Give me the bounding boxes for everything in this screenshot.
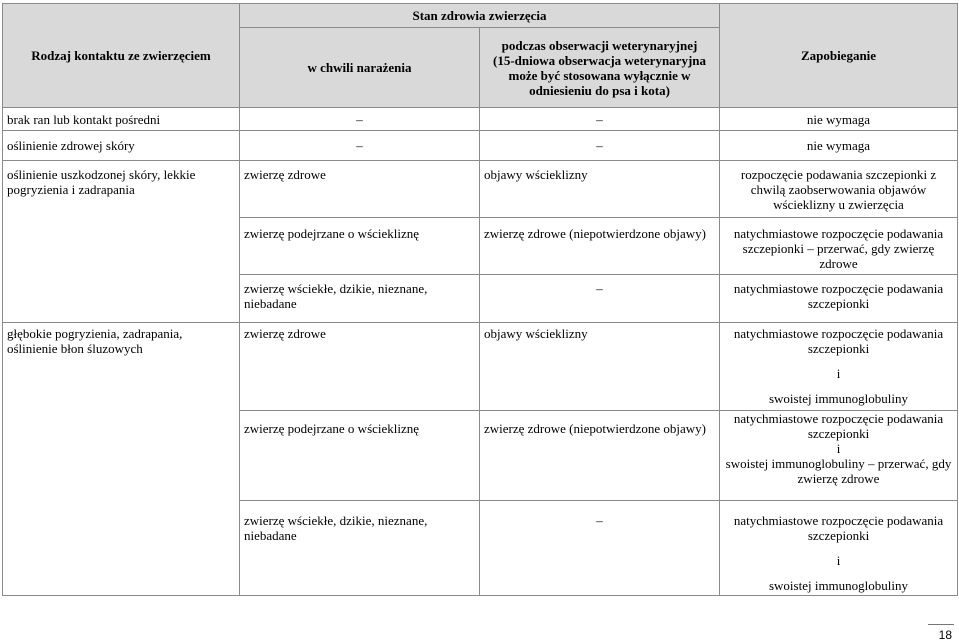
prevention-text: swoistej immunoglobuliny [768,391,909,406]
prevention-cell: natychmiastowe rozpoczęcie podawania szczepionki – przerwać, gdy zwierzę zdrowe [720,218,958,275]
prevention-text: natychmiastowe rozpoczęcie podawania szczepionki [733,513,944,543]
prevention-cell [720,411,958,501]
page-number: 18 [938,628,952,642]
header-during-observation [480,28,720,108]
prevention-cell: nie wymaga [720,108,958,131]
exposure-cell: zwierzę zdrowe [240,323,480,411]
prevention-text: natychmiastowe rozpoczęcie podawania szczepionki [733,411,944,441]
header-prevention: Zapobieganie [720,4,958,108]
page-number-box [928,624,956,642]
table-row [3,161,958,218]
observation-cell: – [480,131,720,161]
exposure-cell: zwierzę wściekłe, dzikie, nieznane, niebadane [240,275,480,323]
exposure-cell: – [240,131,480,161]
exposure-cell: zwierzę zdrowe [240,161,480,218]
header-at-exposure: w chwili narażenia [240,28,480,108]
contact-type-cell: brak ran lub kontakt pośredni [3,108,240,131]
table-row [3,131,958,161]
contact-type-cell: głębokie pogryzienia, zadrapania, oślinienie błon śluzowych [3,323,240,596]
exposure-cell: zwierzę podejrzane o wściekliznę [240,411,480,501]
prevention-cell: nie wymaga [720,131,958,161]
prevention-text: natychmiastowe rozpoczęcie podawania szczepionki [733,326,944,356]
exposure-cell: zwierzę wściekłe, dzikie, nieznane, niebadane [240,501,480,596]
observation-cell: – [480,501,720,596]
prevention-conjunction: i [836,441,841,456]
observation-cell: – [480,275,720,323]
prevention-text: swoistej immunoglobuliny [768,578,909,593]
rabies-prevention-table [2,3,958,596]
exposure-cell: – [240,108,480,131]
observation-cell: – [480,108,720,131]
header-animal-health: Stan zdrowia zwierzęcia [240,4,720,28]
exposure-cell: zwierzę podejrzane o wściekliznę [240,218,480,275]
header-observation-title: podczas obserwacji weterynaryjnej [501,37,698,53]
prevention-cell: natychmiastowe rozpoczęcie podawania szczepionki [720,275,958,323]
observation-cell: zwierzę zdrowe (niepotwierdzone objawy) [480,218,720,275]
contact-type-cell: oślinienie uszkodzonej skóry, lekkie pogryzienia i zadrapania [3,161,240,323]
observation-cell: objawy wścieklizny [480,323,720,411]
observation-cell: zwierzę zdrowe (niepotwierdzone objawy) [480,411,720,501]
table-row [3,108,958,131]
prevention-text: swoistej immunoglobuliny – przerwać, gdy zwierzę zdrowe [725,456,952,486]
prevention-conjunction: i [836,553,841,568]
prevention-cell [720,323,958,411]
prevention-cell [720,501,958,596]
header-contact-type: Rodzaj kontaktu ze zwierzęciem [3,4,240,108]
observation-cell: objawy wścieklizny [480,161,720,218]
prevention-cell: rozpoczęcie podawania szczepionki z chwilą zaobserwowania objawów wścieklizny u zwierzęcia [720,161,958,218]
prevention-conjunction: i [836,366,841,381]
table-row [3,323,958,411]
header-observation-note: (15-dniowa obserwacja weterynaryjna może być stosowana wyłącznie w odniesieniu do psa i kota) [492,52,707,98]
contact-type-cell: oślinienie zdrowej skóry [3,131,240,161]
